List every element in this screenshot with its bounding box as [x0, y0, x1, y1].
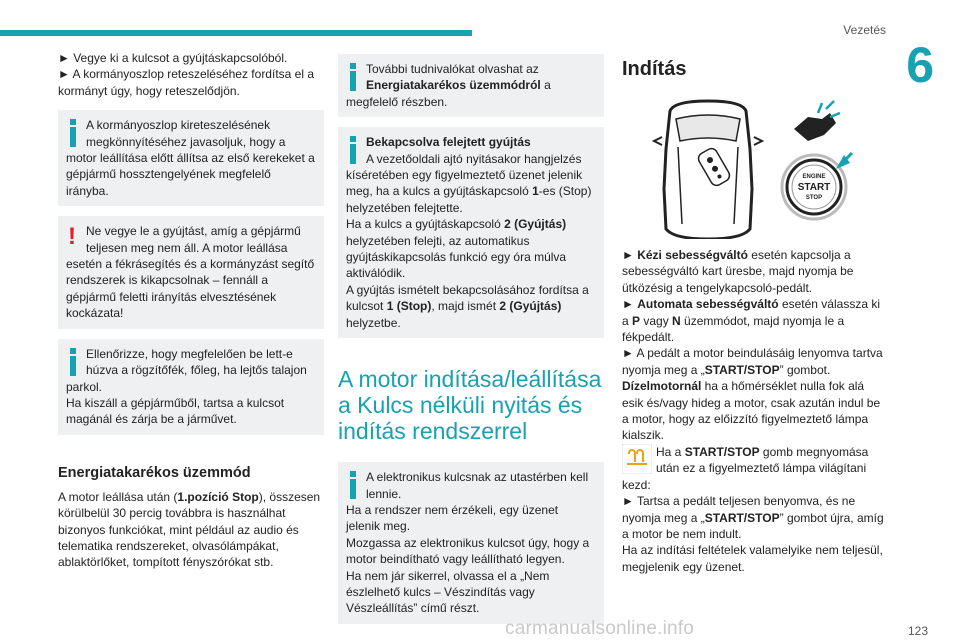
instruction-lock-steering: ► A kormányoszlop reteszeléséhez fordítsa el a kormányt úgy, hogy reteszelődjön. [58, 67, 315, 98]
heading-start: Indítás [622, 58, 687, 80]
start-illustration [622, 89, 888, 239]
column-3 [622, 58, 888, 575]
column-2 [338, 54, 604, 624]
engine-start-stop-button-icon [782, 153, 852, 219]
info-text: Mozgassa az elektronikus kulcsot úgy, hogy a motor beindítható vagy leállítható legyen. [346, 535, 590, 567]
svg-text:START: START [797, 182, 831, 193]
info-box-forgotten-ignition [338, 127, 604, 338]
instruction-hold-pedal: ► Tartsa a pedált teljesen benyomva, és ne nyomja meg a „START/STOP” gombot újra, amíg a motor be nem indult. [622, 494, 884, 541]
info-text: További tudnivalókat olvashat az Energiatakarékos üzemmódról a megfelelő részben. [346, 62, 551, 109]
warning-exclamation-icon: ! [68, 223, 76, 251]
preheat-note: Ha a START/STOP gomb megnyomása után ez a figyelmeztető lámpa világítani kezd: [622, 444, 869, 492]
chapter-number: 6 [906, 37, 934, 93]
info-text: Ellenőrizze, hogy megfelelően be lett-e húzva a rögzítőfék, főleg, ha lejtős talajon parkol. [66, 346, 307, 394]
info-text: A vezetőoldali ajtó nyitásakor hangjelzés kíséretében egy figyelmeztető üzenet jelenik meg, ha a kulcs a gyújtáskapcsoló 1-es (Stop) helyzetében felejtette. [346, 151, 592, 215]
info-icon [350, 471, 356, 499]
info-text: Ha a kulcs a gyújtáskapcsoló 2 (Gyújtás) helyzetében felejti, az automatikus gyújtáskikapcsolás funkció egy óra múlva aktiválódik. [346, 217, 567, 281]
heading-energy-saving: Energiatakarékos üzemmód [58, 464, 251, 481]
svg-text:ENGINE: ENGINE [802, 174, 826, 180]
svg-text:STOP: STOP [805, 195, 823, 201]
info-box-energy-ref [338, 54, 604, 117]
info-text: Ha kiszáll a gépjárműből, tartsa a kulcsot magánál és zárja be a járművet. [66, 395, 285, 427]
instruction-remove-key: ► Vegye ki a kulcsot a gyújtáskapcsolóból. [58, 51, 288, 65]
info-text: Ha a rendszer nem érzékeli, egy üzenet jelenik meg. [346, 502, 559, 534]
info-text: A gyújtás ismételt bekapcsolásához fordítsa a kulcsot 1 (Stop), majd ismét 2 (Gyújtás) helyzetbe. [346, 282, 589, 330]
header-accent-bar [0, 30, 472, 36]
instruction-automatic-gearbox: ► Automata sebességváltó esetén válassza ki a P vagy N üzemmódot, majd nyomja le a fékpedált. [622, 297, 880, 345]
info-icon [350, 136, 356, 164]
preheat-warning-lamp-icon [622, 444, 652, 474]
watermark: carmanualsonline.info [505, 618, 695, 639]
car-keyless-start-illustration [622, 89, 888, 239]
instruction-manual-gearbox: ► Kézi sebességváltó esetén kapcsolja a sebességváltó kart üresbe, majd nyomja be ütközésig a tengelykapcsoló-pedált. [622, 248, 854, 295]
hand-press-icon [794, 101, 840, 141]
section-title: Vezetés [843, 23, 886, 37]
info-text: A elektronikus kulcsnak az utastérben kell lennie. [366, 470, 589, 501]
info-text: A kormányoszlop kireteszelésének megkönnyítéséhez javasoljuk, hogy a motor leállítása előtt állítsa az első kerekeket a gépjármű hossztengelyének megfelelő irányba. [66, 118, 315, 198]
info-icon [350, 63, 356, 91]
info-box-parking-brake [58, 339, 324, 435]
info-box-steering [58, 110, 324, 206]
info-box-keyless [338, 462, 604, 624]
diesel-note: Dízelmotornál ha a hőmérséklet nulla fok alá esik és/vagy hideg a motor, csak azután indul be a motor, hogy az előizzító figyelmeztető lámpa kialszik. [622, 379, 881, 443]
warning-text: Ne vegye le a gyújtást, amíg a gépjármű teljesen meg nem áll. A motor leállása esetén a fékrásegítés és a kormányzást segítő rendszerek is kikapcsolnak – fennáll a gépjármű feletti irányítás elvesztésének kockázata! [66, 224, 315, 321]
info-title: Bekapcsolva felejtett gyújtás [366, 135, 531, 150]
info-icon [70, 348, 76, 376]
energy-saving-text: A motor leállása után (1.pozíció Stop), összesen körülbelül 30 percig továbbra is használhat bizonyos funkciókat, mint például az audio és telematika rendszereket, olvasólámpákat, ablaktörlőket, tompított fényszórókat stb. [58, 489, 321, 570]
page-number: 123 [907, 624, 928, 638]
warning-box-ignition [58, 216, 324, 328]
instruction-press-start-stop: ► A pedált a motor beindulásáig lenyomva tartva nyomja meg a „START/STOP” gombot. [622, 346, 883, 377]
column-1 [58, 50, 324, 571]
car-top-view-icon [654, 101, 762, 239]
info-icon [70, 119, 76, 147]
section-heading-keyless: A motor indítása/leállítása a Kulcs nélküli nyitás és indítás rendszerrel [338, 366, 602, 445]
info-text: Ha nem jár sikerrel, olvassa el a „Nem észlelhető kulcs – Vészindítás vagy Vészleállítás” című részt. [346, 568, 550, 616]
start-condition-note: Ha az indítási feltételek valamelyike nem teljesül, megjelenik egy üzenet. [622, 543, 883, 574]
